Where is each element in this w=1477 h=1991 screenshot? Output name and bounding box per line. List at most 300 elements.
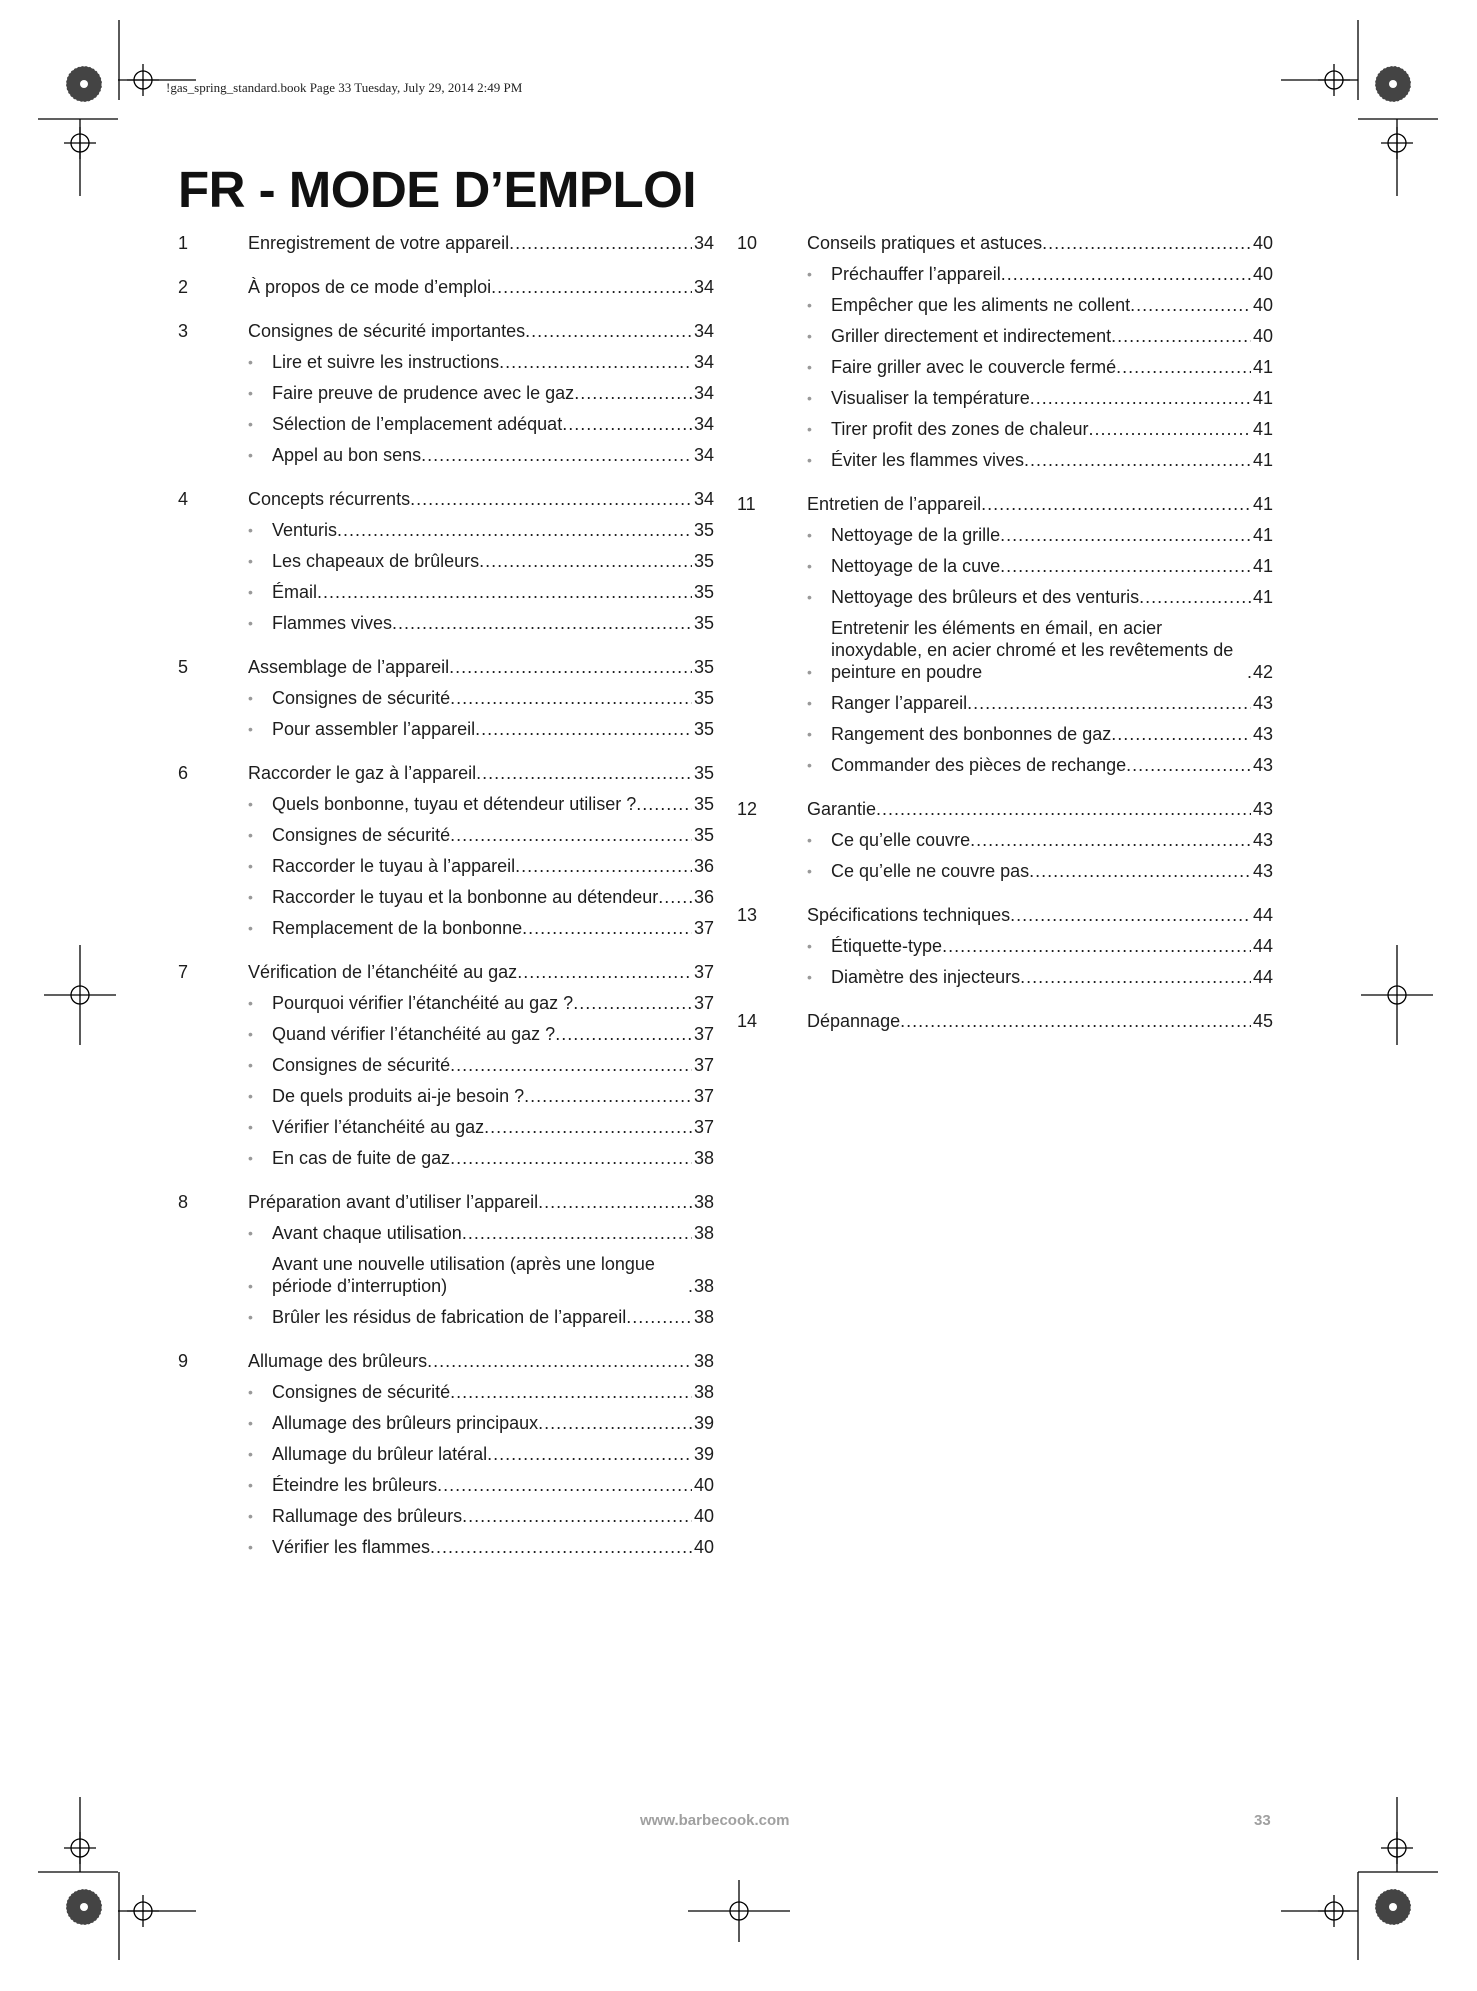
toc-entry-label: Étiquette-type xyxy=(831,936,943,956)
dot-leader xyxy=(337,519,692,541)
bullet-icon: • xyxy=(807,558,812,574)
toc-page-number: 36 xyxy=(693,887,714,907)
toc-subentry[interactable] xyxy=(737,290,1273,321)
dot-leader xyxy=(967,692,1251,714)
toc-subentry[interactable] xyxy=(178,546,714,577)
toc-subentry[interactable] xyxy=(178,882,714,913)
toc-entry-label: Rallumage des brûleurs xyxy=(272,1506,463,1526)
toc-entry-label-wrap xyxy=(831,555,1251,577)
toc-page-number: 35 xyxy=(693,582,714,602)
toc-entry-label: Appel au bon sens xyxy=(272,445,422,465)
toc-subentry[interactable] xyxy=(737,321,1273,352)
bullet-icon: • xyxy=(248,796,253,812)
dot-leader xyxy=(1000,555,1251,577)
toc-page-number: 40 xyxy=(693,1506,714,1526)
toc-entry-label: Éteindre les brûleurs xyxy=(272,1475,438,1495)
toc-page-number: 41 xyxy=(1252,357,1273,377)
toc-page-number: 40 xyxy=(1252,264,1273,284)
bullet-icon: • xyxy=(807,421,812,437)
toc-subentry[interactable] xyxy=(178,1112,714,1143)
dot-leader xyxy=(499,351,692,373)
print-header: !gas_spring_standard.book Page 33 Tuesday, July 29, 2014 2:49 PM xyxy=(166,80,523,95)
dot-leader xyxy=(427,1350,692,1372)
dot-leader xyxy=(515,855,692,877)
toc-page-number: 41 xyxy=(1252,525,1273,545)
toc-page-number: 41 xyxy=(1252,556,1273,576)
toc-subentry[interactable] xyxy=(737,719,1273,750)
toc-section xyxy=(178,652,714,745)
toc-entry-label: Nettoyage des brûleurs et des venturis xyxy=(831,587,1140,607)
toc-entry[interactable] xyxy=(737,794,1273,825)
bullet-icon: • xyxy=(807,266,812,282)
toc-entry[interactable] xyxy=(178,652,714,683)
toc-entry-label-wrap xyxy=(272,1412,692,1434)
toc-section xyxy=(737,1006,1273,1037)
bullet-icon: • xyxy=(248,615,253,631)
toc-entry-label: Consignes de sécurité xyxy=(272,1055,451,1075)
toc-entry-label: Consignes de sécurité xyxy=(272,1382,451,1402)
toc-section xyxy=(178,316,714,471)
dot-leader xyxy=(410,488,692,510)
bullet-icon: • xyxy=(248,995,253,1011)
dot-leader xyxy=(421,444,692,466)
toc-page-number: 34 xyxy=(693,233,714,253)
toc-entry-number: 12 xyxy=(737,799,758,819)
dot-leader xyxy=(437,1474,692,1496)
dot-leader xyxy=(970,829,1251,851)
toc-page-number: 41 xyxy=(1252,450,1273,470)
toc-entry-number: 7 xyxy=(178,962,189,982)
toc-entry[interactable] xyxy=(737,1006,1273,1037)
bullet-icon: • xyxy=(248,889,253,905)
dot-leader xyxy=(1111,723,1251,745)
bullet-icon: • xyxy=(248,1150,253,1166)
toc-entry-label-wrap xyxy=(272,1443,692,1465)
toc-entry-label-wrap xyxy=(831,860,1251,882)
bullet-icon: • xyxy=(807,832,812,848)
toc-subentry[interactable] xyxy=(737,445,1273,476)
toc-section xyxy=(737,900,1273,993)
toc-subentry[interactable] xyxy=(178,1470,714,1501)
toc-entry[interactable] xyxy=(178,272,714,303)
toc-entry-label: Faire griller avec le couvercle fermé xyxy=(831,357,1117,377)
bullet-icon: • xyxy=(248,522,253,538)
bullet-icon: • xyxy=(248,385,253,401)
toc-entry-number: 2 xyxy=(178,277,189,297)
toc-subentry[interactable] xyxy=(737,931,1273,962)
toc-subentry[interactable] xyxy=(178,1408,714,1439)
toc-page-number: 35 xyxy=(693,688,714,708)
dot-leader xyxy=(487,1443,692,1465)
bullet-icon: • xyxy=(807,452,812,468)
bullet-icon: • xyxy=(248,827,253,843)
toc-entry-number: 10 xyxy=(737,233,758,253)
toc-subentry[interactable] xyxy=(178,1439,714,1470)
toc-subentry[interactable] xyxy=(178,851,714,882)
bullet-icon: • xyxy=(248,1508,253,1524)
toc-entry-label-wrap xyxy=(248,1350,692,1372)
toc-subentry[interactable] xyxy=(178,789,714,820)
toc-entry-label-wrap xyxy=(272,550,692,572)
toc-section xyxy=(178,272,714,303)
toc-entry-label: Flammes vives xyxy=(272,613,393,633)
toc-entry-label: Entretien de l’appareil xyxy=(807,494,982,514)
toc-entry-label: Empêcher que les aliments ne collent xyxy=(831,295,1131,315)
dot-leader xyxy=(1111,325,1251,347)
toc-entry-label-wrap xyxy=(248,961,692,983)
toc-entry-label-wrap xyxy=(831,325,1251,347)
bullet-icon: • xyxy=(248,1026,253,1042)
bullet-icon: • xyxy=(807,664,812,680)
toc-entry-label-wrap xyxy=(272,824,692,846)
dot-leader xyxy=(476,762,692,784)
toc-subentry[interactable] xyxy=(737,688,1273,719)
dot-leader xyxy=(1130,294,1251,316)
toc-entry-label-wrap xyxy=(272,382,692,404)
toc-entry-label-wrap xyxy=(248,488,692,510)
toc-page-number: 37 xyxy=(693,1086,714,1106)
toc-subentry[interactable] xyxy=(737,520,1273,551)
dot-leader xyxy=(1024,449,1251,471)
toc-subentry[interactable] xyxy=(178,913,714,944)
toc-page-number: 43 xyxy=(1252,724,1273,744)
toc-section xyxy=(178,484,714,639)
bullet-icon: • xyxy=(248,584,253,600)
toc-section xyxy=(178,758,714,944)
dot-leader xyxy=(538,1412,692,1434)
dot-leader xyxy=(517,961,692,983)
toc-entry-label-wrap xyxy=(272,1474,692,1496)
toc-entry-label: De quels produits ai-je besoin ? xyxy=(272,1086,525,1106)
toc-entry-number: 4 xyxy=(178,489,189,509)
toc-entry-number: 8 xyxy=(178,1192,189,1212)
toc-entry-label-wrap xyxy=(248,656,692,678)
toc-entry[interactable] xyxy=(178,484,714,515)
toc-entry-label-wrap xyxy=(831,586,1251,608)
toc-page-number: 34 xyxy=(693,277,714,297)
toc-entry-label: Spécifications techniques xyxy=(807,905,1011,925)
toc-page-number: 34 xyxy=(693,445,714,465)
bullet-icon: • xyxy=(807,757,812,773)
toc-subentry[interactable] xyxy=(178,1377,714,1408)
toc-entry-label: Préparation avant d’utiliser l’appareil xyxy=(248,1192,539,1212)
dot-leader xyxy=(522,917,692,939)
toc-entry[interactable] xyxy=(178,758,714,789)
toc-subentry[interactable] xyxy=(737,414,1273,445)
toc-page-number: 34 xyxy=(693,489,714,509)
toc-entry-number: 11 xyxy=(737,494,756,514)
dot-leader xyxy=(525,320,692,342)
toc-entry[interactable] xyxy=(737,228,1273,259)
toc-subentry[interactable] xyxy=(178,683,714,714)
bullet-icon: • xyxy=(807,695,812,711)
dot-leader xyxy=(475,718,692,740)
toc-entry-label-wrap xyxy=(272,413,692,435)
toc-subentry[interactable] xyxy=(737,856,1273,887)
toc-page-number: 35 xyxy=(693,520,714,540)
bullet-icon: • xyxy=(248,1384,253,1400)
bullet-icon: • xyxy=(807,359,812,375)
toc-entry-label-wrap xyxy=(831,754,1251,776)
toc-subentry[interactable] xyxy=(178,515,714,546)
dot-leader xyxy=(1139,586,1251,608)
toc-entry-label: Vérifier les flammes xyxy=(272,1537,431,1557)
dot-leader xyxy=(900,1010,1251,1032)
toc-page-number: 43 xyxy=(1252,693,1273,713)
dot-leader xyxy=(1116,356,1251,378)
dot-leader xyxy=(573,992,692,1014)
toc-entry-label-wrap xyxy=(272,917,692,939)
bullet-icon: • xyxy=(248,721,253,737)
dot-leader xyxy=(1000,524,1251,546)
toc-entry-label-wrap xyxy=(272,1536,692,1558)
toc-page-number: 34 xyxy=(693,383,714,403)
dot-leader xyxy=(658,886,692,908)
toc-entry-label-wrap xyxy=(272,519,692,541)
page-title: FR - MODE D’EMPLOI xyxy=(178,161,696,218)
dot-leader xyxy=(392,612,692,634)
toc-page-number: 35 xyxy=(693,825,714,845)
toc-subentry[interactable] xyxy=(178,378,714,409)
toc-entry[interactable] xyxy=(737,900,1273,931)
toc-subentry[interactable] xyxy=(737,259,1273,290)
toc-entry-label-wrap xyxy=(272,351,692,373)
bullet-icon: • xyxy=(248,354,253,370)
toc-page-number: 44 xyxy=(1252,936,1273,956)
bullet-icon: • xyxy=(248,1446,253,1462)
dot-leader xyxy=(1088,418,1251,440)
toc-entry-label: Les chapeaux de brûleurs xyxy=(272,551,480,571)
toc-subentry[interactable] xyxy=(178,820,714,851)
toc-entry-number: 14 xyxy=(737,1011,758,1031)
dot-leader xyxy=(538,1191,692,1213)
toc-subentry[interactable] xyxy=(178,1143,714,1174)
toc-page-number: 39 xyxy=(693,1444,714,1464)
toc-entry-number: 5 xyxy=(178,657,189,677)
toc-page-number: 38 xyxy=(693,1351,714,1371)
toc-subentry[interactable] xyxy=(737,825,1273,856)
toc-subentry[interactable] xyxy=(737,613,1273,688)
toc-entry-label: Sélection de l’emplacement adéquat xyxy=(272,414,563,434)
toc-subentry[interactable] xyxy=(178,1218,714,1249)
toc-page-number: 35 xyxy=(693,613,714,633)
toc-section xyxy=(737,489,1273,781)
toc-entry-label-wrap xyxy=(831,449,1251,471)
bullet-icon: • xyxy=(807,938,812,954)
toc-entry-label-wrap xyxy=(272,1253,692,1297)
toc-entry-label-wrap xyxy=(272,718,692,740)
toc-subentry[interactable] xyxy=(178,1302,714,1333)
toc-entry-label-wrap xyxy=(831,966,1251,988)
toc-page-number: 41 xyxy=(1252,494,1273,514)
dot-leader xyxy=(491,276,692,298)
dot-leader xyxy=(462,1222,692,1244)
dot-leader xyxy=(479,550,692,572)
toc-subentry[interactable] xyxy=(178,347,714,378)
toc-page-number: 44 xyxy=(1252,967,1273,987)
toc-entry[interactable] xyxy=(178,1346,714,1377)
toc-page-number: 38 xyxy=(693,1148,714,1168)
toc-entry[interactable] xyxy=(178,228,714,259)
toc-section xyxy=(737,794,1273,887)
toc-page-number: 37 xyxy=(693,993,714,1013)
toc-subentry[interactable] xyxy=(178,409,714,440)
toc-entry-label-wrap xyxy=(272,687,692,709)
dot-leader xyxy=(509,232,692,254)
toc-subentry[interactable] xyxy=(178,1019,714,1050)
dot-leader xyxy=(450,1054,692,1076)
toc-page-number: 36 xyxy=(693,856,714,876)
dot-leader xyxy=(450,824,692,846)
toc-entry-label: Ce qu’elle ne couvre pas xyxy=(831,861,1030,881)
toc-page-number: 43 xyxy=(1252,830,1273,850)
toc-section xyxy=(178,228,714,259)
toc-entry-label: Allumage du brûleur latéral xyxy=(272,1444,488,1464)
bullet-icon: • xyxy=(807,726,812,742)
toc-entry-label: Dépannage xyxy=(807,1011,901,1031)
toc-subentry[interactable] xyxy=(178,608,714,639)
toc-entry-label-wrap xyxy=(807,1010,1251,1032)
toc-subentry[interactable] xyxy=(178,577,714,608)
footer-page-number: 33 xyxy=(1254,1812,1271,1829)
footer-url[interactable]: www.barbecook.com xyxy=(640,1812,790,1829)
dot-leader xyxy=(555,1023,692,1045)
dot-leader xyxy=(317,581,692,603)
toc-entry-label-wrap xyxy=(272,612,692,634)
bullet-icon: • xyxy=(248,1057,253,1073)
toc-page-number: 34 xyxy=(693,414,714,434)
dot-leader xyxy=(449,656,692,678)
toc-entry-label: Pour assembler l’appareil xyxy=(272,719,476,739)
toc-subentry[interactable] xyxy=(737,582,1273,613)
toc-entry-label: Vérifier l’étanchéité au gaz xyxy=(272,1117,485,1137)
bullet-icon: • xyxy=(248,553,253,569)
dot-leader xyxy=(942,935,1251,957)
toc-page-number: 38 xyxy=(693,1382,714,1402)
toc-entry-label-wrap xyxy=(272,1381,692,1403)
toc-page-number: 43 xyxy=(1252,799,1273,819)
toc-page-number: 35 xyxy=(693,794,714,814)
toc-entry-label: Raccorder le tuyau et la bonbonne au détendeur xyxy=(272,887,659,907)
toc-entry[interactable] xyxy=(178,316,714,347)
bullet-icon: • xyxy=(248,1225,253,1241)
toc-subentry[interactable] xyxy=(178,1249,714,1302)
toc-entry-label: Commander des pièces de rechange xyxy=(831,755,1127,775)
toc-entry-label: Rangement des bonbonnes de gaz xyxy=(831,724,1112,744)
toc-entry-label-wrap xyxy=(248,320,692,342)
toc-entry-label-wrap xyxy=(831,524,1251,546)
dot-leader xyxy=(450,687,692,709)
toc-page-number: 40 xyxy=(1252,326,1273,346)
toc-entry-label: Faire preuve de prudence avec le gaz xyxy=(272,383,575,403)
toc-entry-label: Pourquoi vérifier l’étanchéité au gaz ? xyxy=(272,993,574,1013)
toc-entry-number: 3 xyxy=(178,321,189,341)
toc-entry[interactable] xyxy=(737,489,1273,520)
toc-page-number: 42 xyxy=(1252,662,1273,682)
toc-subentry[interactable] xyxy=(178,1050,714,1081)
toc-page-number: 41 xyxy=(1252,388,1273,408)
toc-entry-label: À propos de ce mode d’emploi xyxy=(248,277,492,297)
toc-entry-label-wrap xyxy=(248,276,692,298)
toc-entry-label: Ranger l’appareil xyxy=(831,693,968,713)
bullet-icon: • xyxy=(807,297,812,313)
toc-entry[interactable] xyxy=(178,1187,714,1218)
toc-entry-label: Éviter les flammes vives xyxy=(831,450,1025,470)
toc-subentry[interactable] xyxy=(737,352,1273,383)
dot-leader xyxy=(1126,754,1251,776)
toc-entry-label: Quels bonbonne, tuyau et détendeur utiliser ? xyxy=(272,794,637,814)
toc-page-number: 43 xyxy=(1252,861,1273,881)
dot-leader xyxy=(450,1381,692,1403)
toc-entry-label: Raccorder le tuyau à l’appareil xyxy=(272,856,516,876)
dot-leader xyxy=(1010,904,1251,926)
toc-entry-label: Tirer profit des zones de chaleur xyxy=(831,419,1089,439)
toc-subentry[interactable] xyxy=(178,988,714,1019)
toc-entry-label-wrap xyxy=(807,904,1251,926)
toc-entry-label-wrap xyxy=(272,581,692,603)
toc-entry-label: Assemblage de l’appareil xyxy=(248,657,450,677)
toc-subentry[interactable] xyxy=(178,440,714,471)
toc-entry-label: Quand vérifier l’étanchéité au gaz ? xyxy=(272,1024,556,1044)
toc-page-number: 40 xyxy=(693,1537,714,1557)
toc-entry-label-wrap xyxy=(272,1147,692,1169)
toc-subentry[interactable] xyxy=(178,1532,714,1563)
toc-subentry[interactable] xyxy=(178,714,714,745)
bullet-icon: • xyxy=(807,527,812,543)
toc-entry-label-wrap xyxy=(831,387,1251,409)
toc-page-number: 39 xyxy=(693,1413,714,1433)
toc-entry-label-wrap xyxy=(807,232,1251,254)
toc-page-number: 45 xyxy=(1252,1011,1273,1031)
toc-entry-label-wrap xyxy=(272,1054,692,1076)
toc-entry-label: Consignes de sécurité importantes xyxy=(248,321,526,341)
bullet-icon: • xyxy=(248,1539,253,1555)
toc-entry-label: Consignes de sécurité xyxy=(272,825,451,845)
toc-subentry[interactable] xyxy=(737,551,1273,582)
toc-entry-label-wrap xyxy=(272,992,692,1014)
dot-leader xyxy=(1020,966,1251,988)
dot-leader xyxy=(1042,232,1251,254)
toc-subentry[interactable] xyxy=(737,962,1273,993)
bullet-icon: • xyxy=(248,858,253,874)
toc-entry-label-wrap xyxy=(831,935,1251,957)
dot-leader xyxy=(981,493,1251,515)
toc-subentry[interactable] xyxy=(178,1081,714,1112)
toc-entry-label: Brûler les résidus de fabrication de l’appareil xyxy=(272,1307,627,1327)
toc-left-column xyxy=(178,228,714,1576)
bullet-icon: • xyxy=(807,969,812,985)
toc-entry-label: Concepts récurrents xyxy=(248,489,411,509)
bullet-icon: • xyxy=(248,1415,253,1431)
toc-subentry[interactable] xyxy=(737,750,1273,781)
toc-page-number: 41 xyxy=(1252,419,1273,439)
dot-leader xyxy=(636,793,692,815)
dot-leader xyxy=(876,798,1251,820)
toc-subentry[interactable] xyxy=(178,1501,714,1532)
toc-page-number: 35 xyxy=(693,657,714,677)
toc-page-number: 44 xyxy=(1252,905,1273,925)
dot-leader xyxy=(626,1306,692,1328)
bullet-icon: • xyxy=(248,447,253,463)
toc-entry-label-wrap xyxy=(272,886,692,908)
toc-entry-label-wrap xyxy=(272,1116,692,1138)
toc-entry[interactable] xyxy=(178,957,714,988)
bullet-icon: • xyxy=(807,863,812,879)
toc-subentry[interactable] xyxy=(737,383,1273,414)
toc-page-number: 37 xyxy=(693,962,714,982)
bullet-icon: • xyxy=(248,1309,253,1325)
toc-entry-label: Ce qu’elle couvre xyxy=(831,830,971,850)
